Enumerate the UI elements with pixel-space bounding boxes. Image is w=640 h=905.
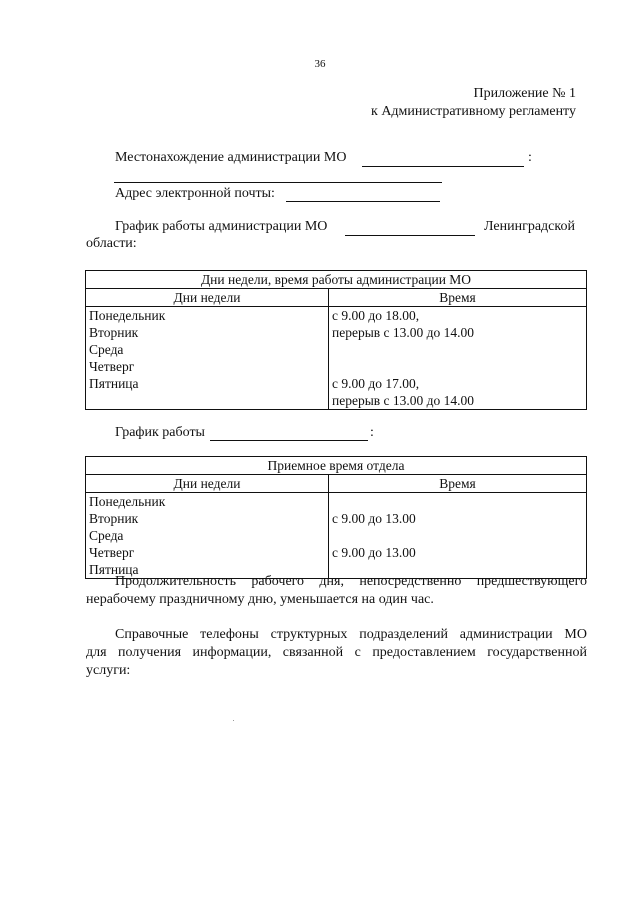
table2-day: Четверг: [89, 545, 135, 560]
scan-speck: [233, 720, 234, 721]
work-schedule-label: График работы: [115, 425, 205, 440]
table1-caption: Дни недели, время работы администрации МО: [86, 271, 587, 289]
schedule-blank[interactable]: [345, 235, 475, 236]
phones-paragraph-line1: Справочные телефоны структурных подразделений администрации МО: [115, 627, 587, 642]
table1-day: Среда: [89, 342, 124, 357]
table2-days-cell: [86, 493, 329, 579]
work-schedule-suffix: :: [370, 425, 374, 440]
table2-header-time: Время: [329, 475, 587, 493]
table2-time: с 9.00 до 13.00: [332, 511, 416, 526]
table1-days-cell: [86, 307, 329, 410]
table1-time: перерыв с 13.00 до 14.00: [332, 393, 475, 408]
table2-time: [332, 493, 583, 510]
table2-day: Понедельник: [89, 494, 166, 509]
work-hours-table: [85, 270, 587, 410]
appendix-title: Приложение № 1: [473, 86, 576, 101]
table1-day: Понедельник: [89, 308, 166, 323]
table2-day: Вторник: [89, 511, 139, 526]
table2-header-days: Дни недели: [86, 475, 329, 493]
table1-day: Четверг: [89, 359, 135, 374]
work-schedule-blank[interactable]: [210, 440, 368, 441]
schedule-label: График работы администрации МО: [115, 219, 328, 234]
phones-paragraph-line3: услуги:: [86, 663, 131, 678]
location-suffix: :: [528, 150, 532, 165]
location-label: Местонахождение администрации МО: [115, 150, 347, 165]
table2-day: Среда: [89, 528, 124, 543]
appendix-subtitle: к Административному регламенту: [371, 104, 576, 119]
schedule-region-cont: области:: [86, 236, 137, 251]
email-label: Адрес электронной почты:: [115, 186, 275, 201]
table1-time: перерыв с 13.00 до 14.00: [332, 325, 475, 340]
table1-time: [332, 341, 583, 358]
table2-caption: Приемное время отдела: [86, 457, 587, 475]
phones-paragraph-line2: для получения информации, связанной с предоставлением государственной: [86, 645, 587, 660]
location-blank-2[interactable]: [114, 182, 442, 183]
reception-hours-table: [85, 456, 587, 579]
table1-day: Вторник: [89, 325, 139, 340]
table1-day: Пятница: [89, 376, 139, 391]
table1-time: с 9.00 до 17.00,: [332, 376, 420, 391]
table2-day: Пятница: [89, 562, 139, 577]
page-number: 36: [314, 58, 326, 70]
table2-time: [332, 527, 583, 544]
table1-time: [332, 358, 583, 375]
holiday-paragraph-line1: Продолжительность рабочего дня, непосредственно предшествующего: [115, 574, 587, 589]
table1-time-cell: [329, 307, 587, 410]
table1-header-time: Время: [329, 289, 587, 307]
table1-header-days: Дни недели: [86, 289, 329, 307]
table1-time: с 9.00 до 18.00,: [332, 308, 420, 323]
schedule-region: Ленинградской: [484, 219, 575, 234]
holiday-paragraph-line2: нерабочему праздничному дню, уменьшается на один час.: [86, 592, 434, 607]
email-blank[interactable]: [286, 201, 440, 202]
table2-time-cell: [329, 493, 587, 579]
location-blank[interactable]: [362, 166, 524, 167]
table2-time: с 9.00 до 13.00: [332, 545, 416, 560]
